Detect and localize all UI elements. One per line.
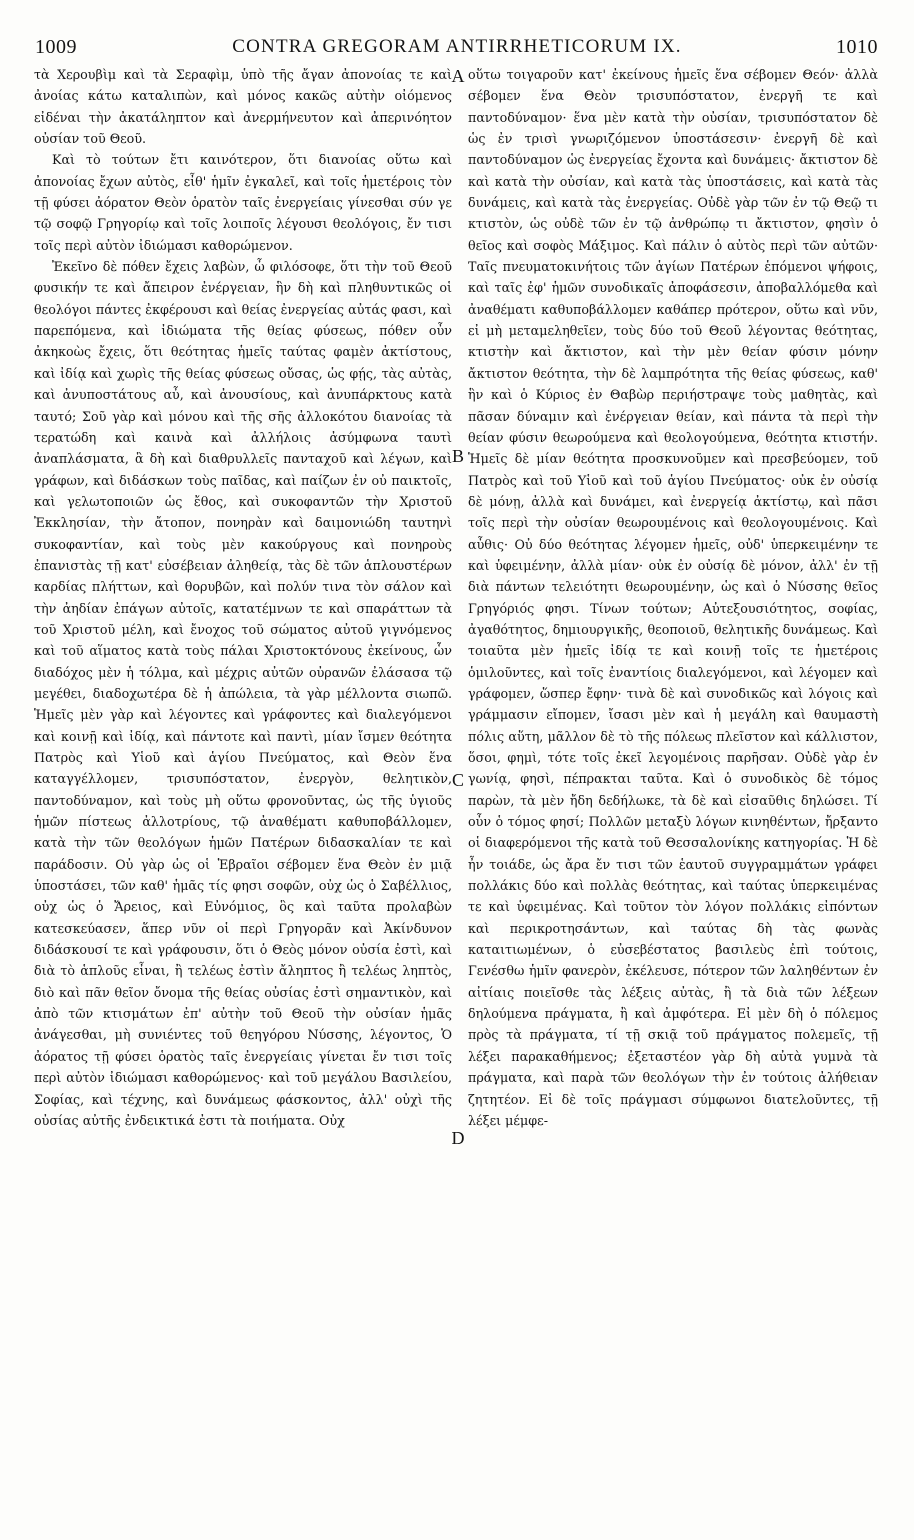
section-marker-d: D xyxy=(451,1128,465,1148)
page-header xyxy=(0,0,914,56)
paragraph: Καὶ τὸ τούτων ἔτι καινότερον, ὅτι διανοίας οὕτω καὶ ἀπονοίας ἔχων αὐτὸς, εἶθ' ἡμῖν ἐγκαλεῖ, καὶ τοῖς ἡμετέροις τὸν τῇ φύσει ἀόρατον Θεὸν ὁρατὸν ταῖς ἐνεργείαις γίνεσθαι σύν γε τῷ σοφῷ Γρηγορίῳ καὶ τοῖς λοιποῖς λέγουσι θεολόγοις, ἔν τισι τοῖς περὶ αὐτὸν ἰδιώμασι καθορώμενον. xyxy=(34,152,452,253)
right-page-number: 1010 xyxy=(836,36,878,58)
running-title: CONTRA GREGORAM ANTIRRHETICORUM IX. xyxy=(232,36,682,57)
paragraph: Ἐκεῖνο δὲ πόθεν ἔχεις λαβὼν, ὦ φιλόσοφε, ὅτι τὴν τοῦ Θεοῦ φυσικήν τε καὶ ἄπειρον ἐνέργειαν, ἣν δὴ καὶ πληθυντικῶς οἱ θεολόγοι πάντες ἐκφέρουσι καὶ θείας ἐνεργείας αὐτάς φασι, καὶ παρεπόμενα, καὶ ἰδιώματα τῆς θείας φύσεως, πόθεν οὖν ἀκηκοὼς ἔχεις, ὅτι θεότητας ἡμεῖς ταύτας φαμὲν ἀκτίστους, καὶ ἰδίᾳ καὶ χωρὶς τῆς θείας φύσεως οὔσας, ὡς φῄς, τὰς αὐτὰς, καὶ ἀνυποστάτους αὖ, καὶ ἀνουσίους, καὶ ἀνυπάρκτους κατὰ ταυτό; Σοῦ γὰρ καὶ μόνου καὶ τῆς σῆς ἀλλοκότου διανοίας τὰ τερατώδη καὶ καινὰ καὶ ἀλλήλοις ἀσύμφωνα ταυτὶ ἀναπλάσματα, ἃ δὴ καὶ διαθρυλλεῖς πανταχοῦ καὶ λέγων, καὶ γράφων, καὶ διδάσκων τοὺς παῖδας, καὶ παίζων ἐν οὐ παικτοῖς, καὶ γελωτοποιῶν ὡς ἔθος, καὶ συκοφαντῶν τὴν Χριστοῦ Ἐκκλησίαν, τὴν ἄτοπον, πονηρὰν καὶ δαιμονιώδη ταυτηνὶ συκοφαντίαν, καὶ τοὺς μὲν κακούργους καὶ πονηροὺς ἐπανιστὰς τῇ κατ' εὐσέβειαν ἀληθείᾳ, τὰς δὲ τῶν ἁπλουστέρων καρδίας πλήττων, καὶ θορυβῶν, καὶ πολύν τινα τὸν σάλον καὶ τὴν ἀηδίαν ἐπάγων αὐτοῖς, κατατέμνων τε καὶ σπαράττων τὰ τοῦ Χριστοῦ μέλη, καὶ ἔνοχος τοῦ σώματος αὐτοῦ γιγνόμενος καὶ τοῦ αἵματος κατὰ τοὺς πάλαι Χριστοκτόνους ἐκείνους, ὧν διαδόχος μὲν ἡ τόλμα, καὶ μέχρις αὐτῶν οὐρανῶν ἐλάσασα τῷ μεγέθει, διαδοχωτέρα δὲ ἡ ἀπώλεια, τὰ γὰρ μέλλοντα σιωπῶ. Ἡμεῖς μὲν γὰρ καὶ λέγοντες καὶ γράφοντες καὶ διαλεγόμενοι καὶ κοινῇ καὶ ἰδίᾳ, καὶ πάντοτε καὶ παντὶ, μίαν ἴσμεν θεότητα Πατρὸς καὶ Υἱοῦ καὶ ἁγίου Πνεύματος, καὶ Θεὸν ἕνα καταγγέλλομεν, τρισυπόστατον, ἐνεργὸν, θελητικὸν, παντοδύναμον, καὶ τοὺς μὴ οὕτω φρονοῦντας, ὡς τῆς ὑγιοῦς ἡμῶν πίστεως ἀλλοτρίους, τῷ ἀναθέματι καθυποβάλλομεν, κατὰ τὴν τῶν θεολόγων ἡμῶν Πατέρων διδασκαλίαν τε καὶ παράδοσιν. Οὐ γὰρ ὡς οἱ Ἑβραῖοι σέβομεν ἕνα Θεὸν ἐν μιᾷ ὑποστάσει, τῶν καθ' ἡμᾶς τίς φησι σοφῶν, οὐχ ὡς ὁ Σαβέλλιος, οὐχ ὡς ὁ Ἄρειος, καὶ Εὐνόμιος, ὃς καὶ ταῦτα προλαβὼν κατεσκεύασεν, ἅπερ νῦν οἱ περὶ Γρηγορᾶν καὶ Ἀκίνδυνον διδάσκουσί τε καὶ γράφουσιν, ὅτι ὁ Θεὸς μόνον οὐσία ἐστὶ, καὶ διὰ τὸ ἁπλοῦς εἶναι, ἢ τελέως ἐστὶν ἄληπτος ἢ τελέως ληπτὸς, διὸ καὶ πᾶν θεῖον ὄνομα τῆς θείας οὐσίας ἐστὶ σημαντικὸν, καὶ ἀπὸ τῶν κτισμάτων ἐπ' αὐτὴν τοῦ Θεοῦ τὴν οὐσίαν ἡμᾶς ἀνάγεσθαι, μὴ συνιέντες τοῦ θεηγόρου Νύσσης, λέγοντος, Ὁ ἀόρατος τῇ φύσει ὁρατὸς ταῖς ἐνεργείαις γίνεται ἔν τισι τοῖς περὶ αὐτὸν ἰδιώμασι καθορώμενος· καὶ τοῦ μεγάλου Βασιλείου, Σοφίας, καὶ τέχνης, καὶ δυνάμεως φάσκοντος, ἀλλ' οὐχὶ τῆς οὐσίας αὐτῆς ἐνδεικτικά ἐστι τὰ ποιήματα. Οὐχ xyxy=(34,259,452,1128)
left-text-column xyxy=(34,64,452,1534)
section-marker-c: C xyxy=(451,770,464,790)
left-page-number: 1009 xyxy=(35,36,77,58)
section-marker-b: B xyxy=(451,446,464,466)
paragraph: τὰ Χερουβὶμ καὶ τὰ Σεραφὶμ, ὑπὸ τῆς ἄγαν ἀπονοίας τε καὶ ἀνοίας κάτω καταλιπὼν, καὶ μόνος κακῶς αὐτὴν οἰόμενος εἰδέναι τὴν ἀκατάληπτον καὶ ἀνερμήνευτον καὶ ἀπερινόητον οὐσίαν τοῦ Θεοῦ. xyxy=(34,67,452,147)
paragraph: οὕτω τοιγαροῦν κατ' ἐκείνους ἡμεῖς ἕνα σέβομεν Θεόν· ἀλλὰ σέβομεν ἕνα Θεὸν τρισυπόστατον, ἐνεργῆ τε καὶ παντοδύναμον· ἕνα μὲν κατὰ τὴν οὐσίαν, τρισυπόστατον δὲ ὡς ἐν τρισὶ γνωριζόμενον ὑποστάσεσιν· ἐνεργῆ δὲ καὶ παντοδύναμον ὡς ἐνεργείας ἔχοντα καὶ δυνάμεις· ἄκτιστον δὲ καὶ κατὰ τὴν οὐσίαν, καὶ κατὰ τὰς ὑποστάσεις, καὶ κατὰ τὰς δυνάμεις, καὶ κατὰ τὰς ἐνεργείας. Οὐδὲ γὰρ τῶν ἐν τῷ Θεῷ τι κτιστὸν, ὡς οὐδὲ τῶν ἐν τῷ ἀνθρώπῳ τι ἄκτιστον, φησὶν ὁ θεῖος καὶ σοφὸς Μάξιμος. Καὶ πάλιν ὁ αὐτὸς περὶ τῶν αὐτῶν· Ταῖς πνευματοκινήτοις τῶν ἁγίων Πατέρων ἑπόμενοι ψήφοις, καὶ ταῖς ἐφ' ἡμῶν συνοδικαῖς ἀποφάσεσιν, ἀποβαλλόμεθα καὶ ἀναθέματι καθυποβάλλομεν καθάπερ πρότερον, οὕτω καὶ νῦν, εἰ μὴ μεταμεληθεῖεν, τοὺς δύο τοῦ Θεοῦ λέγοντας θεότητας, κτιστὴν καὶ ἄκτιστον, καὶ τὴν μὲν θείαν φύσιν μόνην ἄκτιστον θεότητα, τὴν δὲ λαμπρότητα τῆς θείας φύσεως, καθ' ἣν καὶ ὁ Κύριος ἐν Θαβὼρ περιήστραψε τοὺς μαθητὰς, καὶ πᾶσαν δύναμιν καὶ ἐνέργειαν θείαν, καὶ πάντα τὰ περὶ τὴν θείαν φύσιν θεωρούμενα καὶ θεολογούμενα, θεότητα κτιστήν. Ἡμεῖς δὲ μίαν θεότητα προσκυνοῦμεν καὶ πρεσβεύομεν, τοῦ Πατρὸς καὶ τοῦ Υἱοῦ καὶ τοῦ ἁγίου Πνεύματος· οὐκ ἐν οὐσίᾳ δὲ μόνῃ, ἀλλὰ καὶ δυνάμει, καὶ ἐνεργείᾳ ἀκτίστῳ, καὶ πᾶσι τοῖς περὶ τὴν οὐσίαν θεωρουμένοις καὶ θεολογουμένοις. Καὶ αὖθις· Οὐ δύο θεότητας λέγομεν ἡμεῖς, οὐδ' ὑπερκειμένην τε καὶ ὑφειμένην, ἀλλὰ μίαν· οὐκ ἐν οὐσίᾳ δὲ μόνον, ἀλλ' ἐν τῇ διὰ πάντων τελειότητι θεωρουμένην, ὡς καὶ ὁ Νύσσης θεῖος Γρηγόριός φησι. Τίνων τούτων; Αὐτεξουσιότητος, σοφίας, ἀγαθότητος, δημιουργικῆς, θεοποιοῦ, θελητικῆς δυνάμεως. Καὶ τοιαῦτα μὲν ἡμεῖς ἰδίᾳ τε καὶ κοινῇ τοῖς τε ἡμετέροις ὁμιλοῦντες, καὶ τοῖς ἐναντίοις διαλεγόμενοι, καὶ λέγομεν καὶ γράφομεν, ὥσπερ ἔφην· τινὰ δὲ καὶ συνοδικῶς καὶ λόγοις καὶ γράμμασιν εἴπομεν, ἴσασι μὲν καὶ ἡ μεγάλη καὶ θαυμαστὴ πόλις αὕτη, μᾶλλον δὲ τὸ τῆς πόλεως πλεῖστον καὶ κάλλιστον, ὅσοι, φημὶ, τότε τοῖς ἐκεῖ λεγομένοις παρῆσαν. Οὐδὲ γὰρ ἐν γωνίᾳ, φησὶ, πέπρακται ταῦτα. Καὶ ὁ συνοδικὸς δὲ τόμος παρὼν, τὰ μὲν ἤδη δεδήλωκε, τὰ δὲ καὶ εἰσαῦθις δηλώσει. Τί οὖν ὁ τόμος φησί; Πολλῶν μεταξὺ λόγων κινηθέντων, ἤρξαντο οἱ διαφερόμενοι τῆς κατὰ τοῦ Θεσσαλονίκης κατηγορίας. Ἡ δὲ ἦν τοιάδε, ὡς ἄρα ἔν τισι τῶν ἑαυτοῦ συγγραμμάτων γράφει πολλάκις δύο καὶ πολλὰς θεότητας, καὶ ταύτας ὑπερκειμένας τε καὶ ὑφειμένας. Καὶ τοῦτον τὸν λόγον πολλάκις εἰπόντων καὶ περικροτησάντων, καὶ ταύτας δὴ τὰς φωνὰς καταιτιωμένων, ὁ εὐσεβέστατος βασιλεὺς ἐπὶ τούτοις, Γενέσθω ἡμῖν φανερὸν, ἐκέλευσε, πότερον τῶν λαληθέντων ἐν αἰτίαις ποιεῖσθε τὰς λέξεις αὐτὰς, ἢ τὰ διὰ τῶν λέξεων δηλούμενα πράγματα, ἢ καὶ ἀμφότερα. Εἰ μὲν δὴ ὁ πόλεμος πρὸς τὰ πράγματα, τί τῇ σκιᾷ τοῦ πράγματος πολεμεῖς, τῇ λέξει παρακαθήμενος; ἐξεταστέον γὰρ δὴ αὐτὰ γυμνὰ τὰ πράγματα, καὶ παρὰ τῶν θεολόγων τὴν ἐν τούτοις ἀλήθειαν ζητητέον. Εἰ δὲ τοῖς πράγμασι σύμφωνοι διατελοῦντες, τῇ λέξει μέμφε- xyxy=(468,67,878,1128)
section-marker-a: A xyxy=(451,66,465,86)
right-text-column xyxy=(468,64,878,1534)
